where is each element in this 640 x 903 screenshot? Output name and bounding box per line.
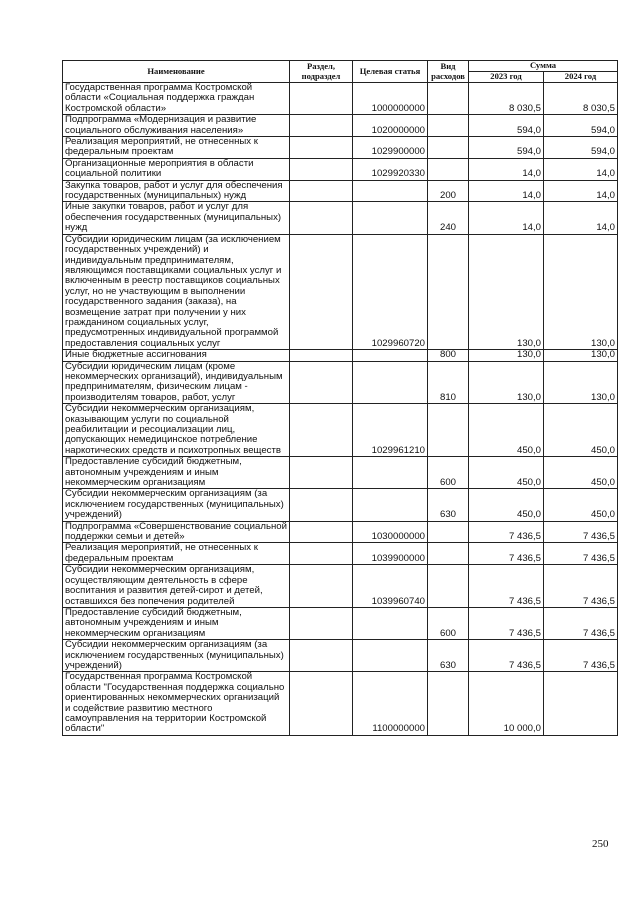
row-sum-2024: 7 436,5 [544, 543, 618, 565]
row-target [353, 180, 428, 202]
row-target: 1030000000 [353, 521, 428, 543]
row-exp-type: 600 [428, 457, 469, 489]
row-target: 1039900000 [353, 543, 428, 565]
row-sum-2024: 14,0 [544, 158, 618, 180]
row-section [290, 404, 353, 457]
row-target [353, 361, 428, 404]
row-section [290, 565, 353, 608]
row-sum-2023: 594,0 [469, 137, 544, 159]
row-section [290, 137, 353, 159]
header-target: Целевая статья [353, 61, 428, 83]
row-name: Субсидии юридическим лицам (за исключением государственных учреждений) и индивидуальным предпринимателям, являющимся поставщиками социальных услуг и включенным в реестр поставщиков социальных услуг, но не участвующим в выполнении государственного задания (заказа), на возмещение затрат при получении у них гражданином социальных услуг, предусмотренных индивидуальной программой предоставления социальных услуг [63, 234, 290, 349]
table-row [63, 202, 618, 234]
row-exp-type: 800 [428, 350, 469, 361]
row-exp-type: 810 [428, 361, 469, 404]
row-sum-2024: 450,0 [544, 404, 618, 457]
row-section [290, 672, 353, 735]
row-name: Иные закупки товаров, работ и услуг для обеспечения государственных (муниципальных) нужд [63, 202, 290, 234]
row-sum-2024: 7 436,5 [544, 521, 618, 543]
row-sum-2024: 8 030,5 [544, 83, 618, 115]
row-name: Субсидии некоммерческим организациям (за исключением государственных (муниципальных) учреждений) [63, 489, 290, 521]
row-section [290, 350, 353, 361]
row-section [290, 83, 353, 115]
row-sum-2023: 450,0 [469, 404, 544, 457]
row-name: Подпрограмма «Совершенствование социальной поддержки семьи и детей» [63, 521, 290, 543]
header-sum: Сумма [469, 61, 618, 72]
row-section [290, 234, 353, 349]
row-exp-type [428, 137, 469, 159]
row-sum-2024: 594,0 [544, 137, 618, 159]
row-exp-type: 630 [428, 489, 469, 521]
row-target: 1000000000 [353, 83, 428, 115]
row-exp-type [428, 521, 469, 543]
row-exp-type [428, 234, 469, 349]
row-sum-2023: 130,0 [469, 350, 544, 361]
row-exp-type [428, 565, 469, 608]
row-section [290, 202, 353, 234]
row-section [290, 489, 353, 521]
row-exp-type [428, 115, 469, 137]
table-row [63, 137, 618, 159]
row-sum-2024: 14,0 [544, 202, 618, 234]
table-row [63, 180, 618, 202]
row-exp-type [428, 83, 469, 115]
row-name: Подпрограмма «Модернизация и развитие социального обслуживания населения» [63, 115, 290, 137]
row-name: Субсидии юридическим лицам (кроме некоммерческих организаций), индивидуальным предпринимателям, физическим лицам - производителям товаров, работ, услуг [63, 361, 290, 404]
row-name: Предоставление субсидий бюджетным, автономным учреждениям и иным некоммерческим организациям [63, 457, 290, 489]
row-sum-2024: 7 436,5 [544, 640, 618, 672]
row-name: Иные бюджетные ассигнования [63, 350, 290, 361]
row-section [290, 180, 353, 202]
row-exp-type [428, 672, 469, 735]
header-year-2024: 2024 год [544, 72, 618, 83]
row-section [290, 607, 353, 639]
table-body [63, 83, 618, 736]
row-name: Закупка товаров, работ и услуг для обеспечения государственных (муниципальных) нужд [63, 180, 290, 202]
row-target [353, 202, 428, 234]
header-section: Раздел, подраздел [290, 61, 353, 83]
row-section [290, 457, 353, 489]
table-row [63, 565, 618, 608]
row-sum-2024: 130,0 [544, 350, 618, 361]
row-target: 1029961210 [353, 404, 428, 457]
row-target: 1039960740 [353, 565, 428, 608]
row-exp-type: 200 [428, 180, 469, 202]
table-row [63, 115, 618, 137]
row-exp-type: 240 [428, 202, 469, 234]
row-section [290, 158, 353, 180]
row-sum-2023: 14,0 [469, 158, 544, 180]
row-target: 1029920330 [353, 158, 428, 180]
row-sum-2024: 7 436,5 [544, 565, 618, 608]
table-row [63, 83, 618, 115]
header-name: Наименование [63, 61, 290, 83]
row-exp-type [428, 404, 469, 457]
row-name: Реализация мероприятий, не отнесенных к федеральным проектам [63, 543, 290, 565]
row-name: Субсидии некоммерческим организациям (за исключением государственных (муниципальных) учреждений) [63, 640, 290, 672]
header-year-2023: 2023 год [469, 72, 544, 83]
row-sum-2023: 8 030,5 [469, 83, 544, 115]
row-sum-2023: 7 436,5 [469, 640, 544, 672]
row-sum-2024: 130,0 [544, 361, 618, 404]
row-section [290, 361, 353, 404]
row-name: Субсидии некоммерческим организациям, оказывающим услуги по социальной реабилитации и ресоциализации лиц, допускающих немедицинское потребление наркотических средств и психотропных веществ [63, 404, 290, 457]
row-sum-2023: 7 436,5 [469, 543, 544, 565]
row-sum-2023: 450,0 [469, 489, 544, 521]
row-target: 1020000000 [353, 115, 428, 137]
row-section [290, 115, 353, 137]
table-row [63, 457, 618, 489]
row-sum-2023: 10 000,0 [469, 672, 544, 735]
row-section [290, 640, 353, 672]
table-row [63, 234, 618, 349]
table-row [63, 672, 618, 735]
budget-table [62, 60, 618, 736]
row-sum-2024 [544, 672, 618, 735]
row-target: 1100000000 [353, 672, 428, 735]
row-sum-2024: 450,0 [544, 457, 618, 489]
row-sum-2023: 7 436,5 [469, 607, 544, 639]
row-name: Организационные мероприятия в области социальной политики [63, 158, 290, 180]
row-target: 1029960720 [353, 234, 428, 349]
row-exp-type [428, 543, 469, 565]
row-target [353, 607, 428, 639]
row-section [290, 543, 353, 565]
row-sum-2023: 450,0 [469, 457, 544, 489]
row-exp-type [428, 158, 469, 180]
row-exp-type: 630 [428, 640, 469, 672]
row-target: 1029900000 [353, 137, 428, 159]
row-sum-2023: 130,0 [469, 234, 544, 349]
row-sum-2023: 594,0 [469, 115, 544, 137]
row-sum-2023: 130,0 [469, 361, 544, 404]
row-exp-type: 600 [428, 607, 469, 639]
row-sum-2024: 14,0 [544, 180, 618, 202]
row-section [290, 521, 353, 543]
page-number: 250 [592, 838, 609, 850]
row-target [353, 457, 428, 489]
row-sum-2023: 7 436,5 [469, 521, 544, 543]
row-name: Субсидии некоммерческим организациям, осуществляющим деятельность в сфере воспитания и развития детей-сирот и детей, оставшихся без попечения родителей [63, 565, 290, 608]
row-sum-2024: 7 436,5 [544, 607, 618, 639]
table-row [63, 158, 618, 180]
table-row [63, 361, 618, 404]
table-header [63, 61, 618, 83]
table-row [63, 404, 618, 457]
table-row [63, 640, 618, 672]
row-target [353, 489, 428, 521]
header-exp-type: Вид расходов [428, 61, 469, 83]
table-row [63, 489, 618, 521]
row-name: Государственная программа Костромской области «Социальная поддержка граждан Костромской области» [63, 83, 290, 115]
table-row [63, 543, 618, 565]
table-row [63, 607, 618, 639]
row-sum-2024: 594,0 [544, 115, 618, 137]
row-name: Государственная программа Костромской области "Государственная поддержка социально ориентированных некоммерческих организаций и содействие развитию местного самоуправления на территории Костромской области" [63, 672, 290, 735]
row-sum-2023: 14,0 [469, 202, 544, 234]
row-sum-2024: 450,0 [544, 489, 618, 521]
row-name: Реализация мероприятий, не отнесенных к федеральным проектам [63, 137, 290, 159]
row-sum-2024: 130,0 [544, 234, 618, 349]
row-sum-2023: 14,0 [469, 180, 544, 202]
row-name: Предоставление субсидий бюджетным, автономным учреждениям и иным некоммерческим организациям [63, 607, 290, 639]
row-target [353, 350, 428, 361]
table-row [63, 521, 618, 543]
row-target [353, 640, 428, 672]
row-sum-2023: 7 436,5 [469, 565, 544, 608]
table-row [63, 350, 618, 361]
